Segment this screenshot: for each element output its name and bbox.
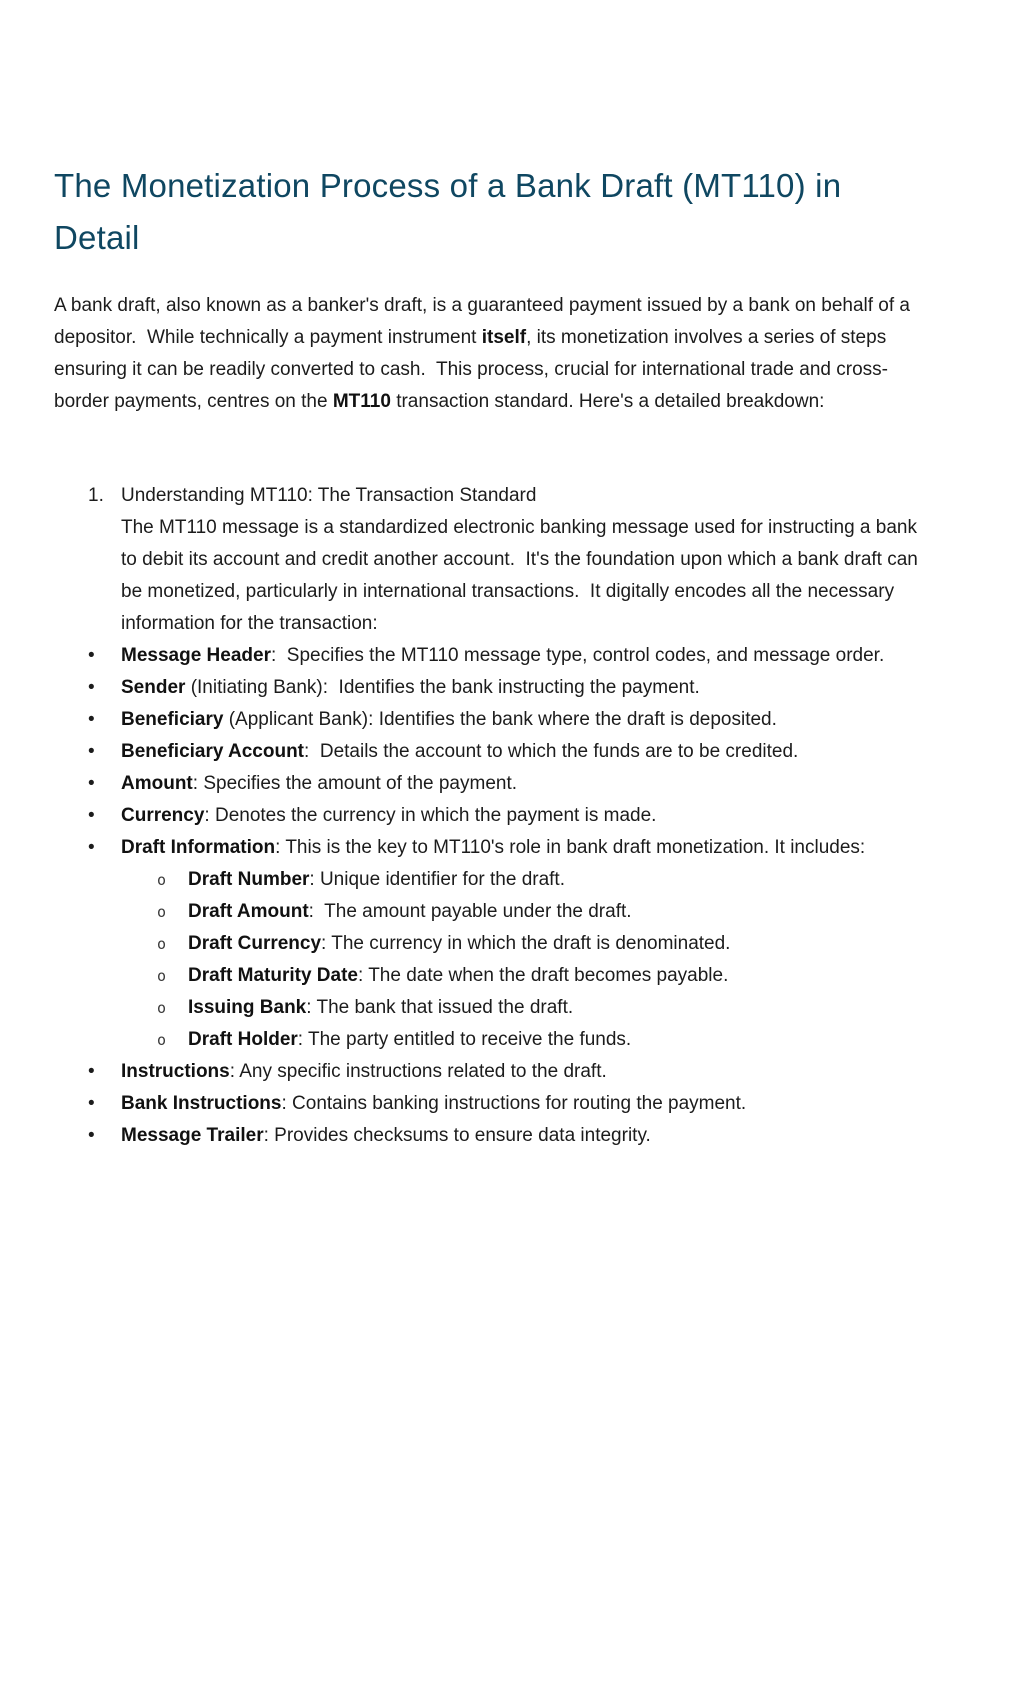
bold-text: Draft Information <box>121 837 276 858</box>
sub-bullet-icon: o <box>157 871 167 889</box>
bullet-icon: • <box>88 773 95 794</box>
sub-bullet-icon: o <box>157 967 167 985</box>
list-item-text <box>188 992 932 1024</box>
list-item-text <box>121 704 932 736</box>
list-item <box>88 832 932 1056</box>
list-item-text <box>121 832 932 1056</box>
bold-text: Draft Maturity Date <box>188 965 358 986</box>
bullet-icon: • <box>88 805 95 826</box>
text-run: : Denotes the currency in which the payment is made. <box>204 805 657 826</box>
list-item <box>88 736 932 768</box>
sub-list-item <box>157 864 932 896</box>
list-item-text <box>121 736 932 768</box>
bullet-icon: • <box>88 645 95 666</box>
bold-text: Message Trailer <box>121 1125 264 1146</box>
text-run: : The bank that issued the draft. <box>306 997 574 1018</box>
numbered-item-body: The MT110 message is a standardized electronic banking message used for instructing a bank to debit its account and credit another account. It's the foundation upon which a bank draft can be monetized, particularly in international transactions. It digitally encodes all the necessary information for the transaction: <box>121 517 924 634</box>
sub-bullet-icon: o <box>157 903 167 921</box>
list-item <box>88 640 932 672</box>
text-run: : The amount payable under the draft. <box>308 901 632 922</box>
text-run: : Provides checksums to ensure data integrity. <box>263 1125 651 1146</box>
list-item-text <box>188 864 932 896</box>
list-item-text <box>121 800 932 832</box>
list-item <box>88 768 932 800</box>
bold-text: Instructions <box>121 1061 230 1082</box>
list-item-text <box>121 672 932 704</box>
text-run: : This is the key to MT110's role in bank draft monetization. It includes: <box>275 837 866 858</box>
list-item <box>88 704 932 736</box>
bold-text: Draft Amount <box>188 901 309 922</box>
text-run: , its monetization involves a series of steps ensuring it can be readily converted to cash. This process, crucial for international trade and cross-border payments, centres on the <box>54 327 892 412</box>
sub-list-item <box>157 1024 932 1056</box>
list-item-text <box>188 928 932 960</box>
bullet-icon: • <box>88 677 95 698</box>
sub-bullet-icon: o <box>157 1031 167 1049</box>
bold-text: Draft Currency <box>188 933 322 954</box>
list-item-text <box>188 1024 932 1056</box>
bold-text: Draft Holder <box>188 1029 298 1050</box>
list-item <box>88 1056 932 1088</box>
bold-text: Beneficiary Account <box>121 741 305 762</box>
text-run: : The date when the draft becomes payable. <box>357 965 729 986</box>
sub-list-item <box>157 928 932 960</box>
sub-list-item <box>157 896 932 928</box>
bold-text: Beneficiary <box>121 709 224 730</box>
list-item <box>88 800 932 832</box>
list-item-text <box>121 1056 932 1088</box>
sub-bullet-list <box>157 864 932 1056</box>
list-item-text <box>121 1088 932 1120</box>
bullet-list <box>54 640 932 1152</box>
numbered-item-heading: Understanding MT110: The Transaction Standard <box>121 485 537 506</box>
text-run: (Initiating Bank): Identifies the bank instructing the payment. <box>185 677 700 698</box>
bold-text: Message Header <box>121 645 271 666</box>
bold-text: Bank Instructions <box>121 1093 282 1114</box>
text-run: (Applicant Bank): Identifies the bank where the draft is deposited. <box>223 709 777 730</box>
list-item <box>88 1120 932 1152</box>
list-number-marker: 1. <box>88 485 104 506</box>
sub-list-item <box>157 960 932 992</box>
text-run: : Details the account to which the funds are to be credited. <box>304 741 799 762</box>
bold-text: Sender <box>121 677 186 698</box>
list-item-text <box>188 896 932 928</box>
bold-text: Currency <box>121 805 205 826</box>
bullet-icon: • <box>88 1093 95 1114</box>
bullet-icon: • <box>88 741 95 762</box>
text-run: : Any specific instructions related to the draft. <box>229 1061 607 1082</box>
page-title: The Monetization Process of a Bank Draft (MT110) in Detail <box>54 167 842 256</box>
list-item-text <box>188 960 932 992</box>
list-item <box>88 1088 932 1120</box>
bullet-icon: • <box>88 1125 95 1146</box>
list-item-text <box>121 768 932 800</box>
document-content <box>54 160 932 1152</box>
sub-bullet-icon: o <box>157 999 167 1017</box>
text-run: : Specifies the amount of the payment. <box>192 773 518 794</box>
bold-text: Issuing Bank <box>188 997 307 1018</box>
intro-paragraph <box>54 290 932 418</box>
sub-list-item <box>157 992 932 1024</box>
bullet-icon: • <box>88 837 95 858</box>
text-run: : Unique identifier for the draft. <box>309 869 565 890</box>
bold-text: Draft Number <box>188 869 310 890</box>
text-run: : The currency in which the draft is denominated. <box>321 933 731 954</box>
numbered-item-text <box>121 480 932 640</box>
bullet-icon: • <box>88 1061 95 1082</box>
text-run: : Contains banking instructions for routing the payment. <box>281 1093 747 1114</box>
list-item-text <box>121 1120 932 1152</box>
sub-bullet-icon: o <box>157 935 167 953</box>
text-run: : Specifies the MT110 message type, control codes, and message order. <box>270 645 885 666</box>
bold-text: itself <box>481 327 527 348</box>
list-item-text <box>121 640 932 672</box>
text-run: transaction standard. Here's a detailed breakdown: <box>390 391 825 412</box>
bullet-icon: • <box>88 709 95 730</box>
text-run: : The party entitled to receive the funds. <box>297 1029 632 1050</box>
numbered-list <box>54 480 932 640</box>
list-item <box>88 672 932 704</box>
bold-text: MT110 <box>332 391 391 412</box>
numbered-list-item <box>88 480 932 640</box>
text-run: A bank draft, also known as a banker's draft, is a guaranteed payment issued by a bank on behalf of a depositor. While technically a payment instrument <box>54 295 916 348</box>
bold-text: Amount <box>121 773 193 794</box>
